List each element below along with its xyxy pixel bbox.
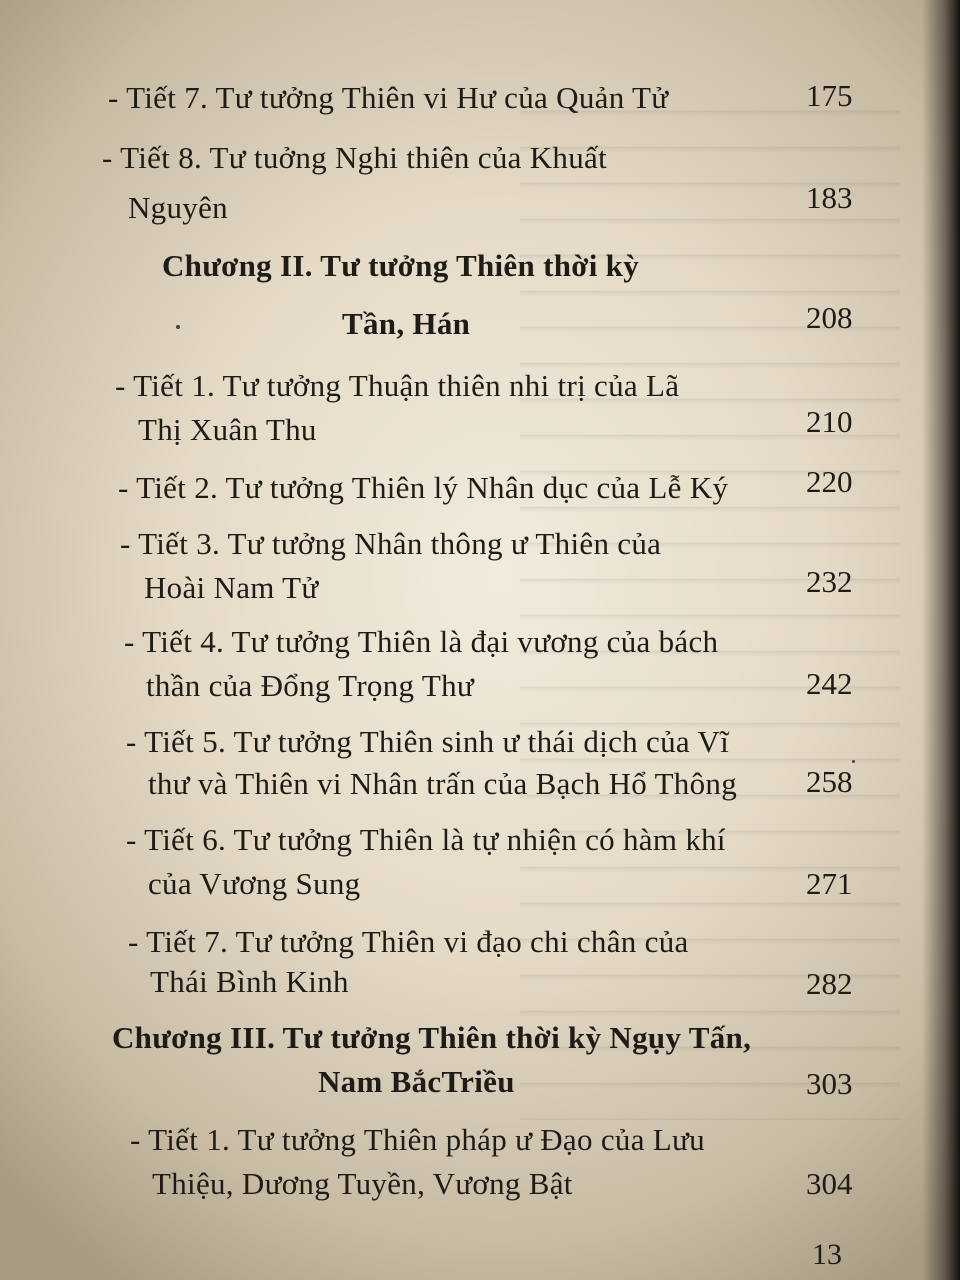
chapter-2-heading: Chương II. Tư tưởng Thiên thời kỳ	[162, 248, 640, 283]
toc-entry-tiet5-cont: thư và Thiên vi Nhân trấn của Bạch Hổ Thông	[148, 766, 738, 801]
toc-entry-tiet1-luu-thieu: - Tiết 1. Tư tưởng Thiên pháp ư Đạo của Lưu	[130, 1122, 705, 1157]
toc-entry-tiet7-cont: Thái Bình Kinh	[150, 964, 349, 999]
toc-page-258: 258	[806, 764, 853, 799]
toc-page-282: 282	[806, 966, 853, 1001]
chapter-3-heading: Chương III. Tư tưởng Thiên thời kỳ Ngụy Tấn,	[112, 1020, 752, 1055]
paper-speck	[176, 325, 180, 329]
toc-page-220: 220	[806, 464, 853, 499]
toc-entry-tiet2-le-ky: - Tiết 2. Tư tưởng Thiên lý Nhân dục của Lễ Ký	[118, 470, 729, 505]
toc-entry-tiet6-vuong-sung: - Tiết 6. Tư tưởng Thiên là tự nhiện có hàm khí	[126, 822, 726, 857]
toc-page-210: 210	[806, 404, 853, 439]
toc-page-303: 303	[806, 1066, 853, 1101]
toc-entry-tiet4-cont: thần của Đổng Trọng Thư	[146, 668, 474, 703]
toc-entry-tiet5-bach-ho-thong: - Tiết 5. Tư tưởng Thiên sinh ư thái dịch của Vĩ	[126, 724, 730, 759]
toc-entry-tiet4-dong-trong-thu: - Tiết 4. Tư tưởng Thiên là đại vương của bách	[124, 624, 719, 659]
toc-page-183: 183	[806, 180, 853, 215]
toc-entry-tiet1-luu-thieu-cont: Thiệu, Dương Tuyền, Vương Bật	[152, 1166, 573, 1201]
toc-page-304: 304	[806, 1166, 853, 1201]
chapter-3-heading-cont: Nam BắcTriều	[318, 1064, 515, 1099]
toc-entry-tiet1-la-thi: - Tiết 1. Tư tưởng Thuận thiên nhi trị của Lã	[115, 368, 680, 403]
toc-entry-tiet7-quan-tu: - Tiết 7. Tư tưởng Thiên vi Hư của Quản Tử	[108, 80, 669, 115]
toc-page-175: 175	[806, 78, 853, 113]
toc-entry-tiet8-khuat-nguyen: - Tiết 8. Tư tuởng Nghi thiên của Khuất	[102, 140, 607, 175]
toc-page-232: 232	[806, 564, 853, 599]
toc-entry-tiet7-thai-binh-kinh: - Tiết 7. Tư tưởng Thiên vi đạo chi chân của	[128, 924, 689, 959]
toc-entry-tiet3-hoai-nam-tu: - Tiết 3. Tư tưởng Nhân thông ư Thiên của	[120, 526, 662, 561]
bleed-through-text	[520, 80, 900, 1120]
chapter-2-heading-cont: Tần, Hán	[342, 306, 471, 341]
toc-page-242: 242	[806, 666, 853, 701]
paper-speck	[852, 760, 855, 763]
toc-page-271: 271	[806, 866, 853, 901]
page-edge-shadow	[922, 0, 960, 1280]
toc-entry-tiet1-cont: Thị Xuân Thu	[138, 412, 317, 447]
page-number: 13	[812, 1238, 842, 1271]
toc-entry-tiet3-cont: Hoài Nam Tử	[144, 570, 319, 605]
toc-page-208: 208	[806, 300, 853, 335]
toc-entry-tiet8-cont: Nguyên	[128, 190, 228, 225]
toc-entry-tiet6-cont: của Vương Sung	[148, 866, 361, 901]
